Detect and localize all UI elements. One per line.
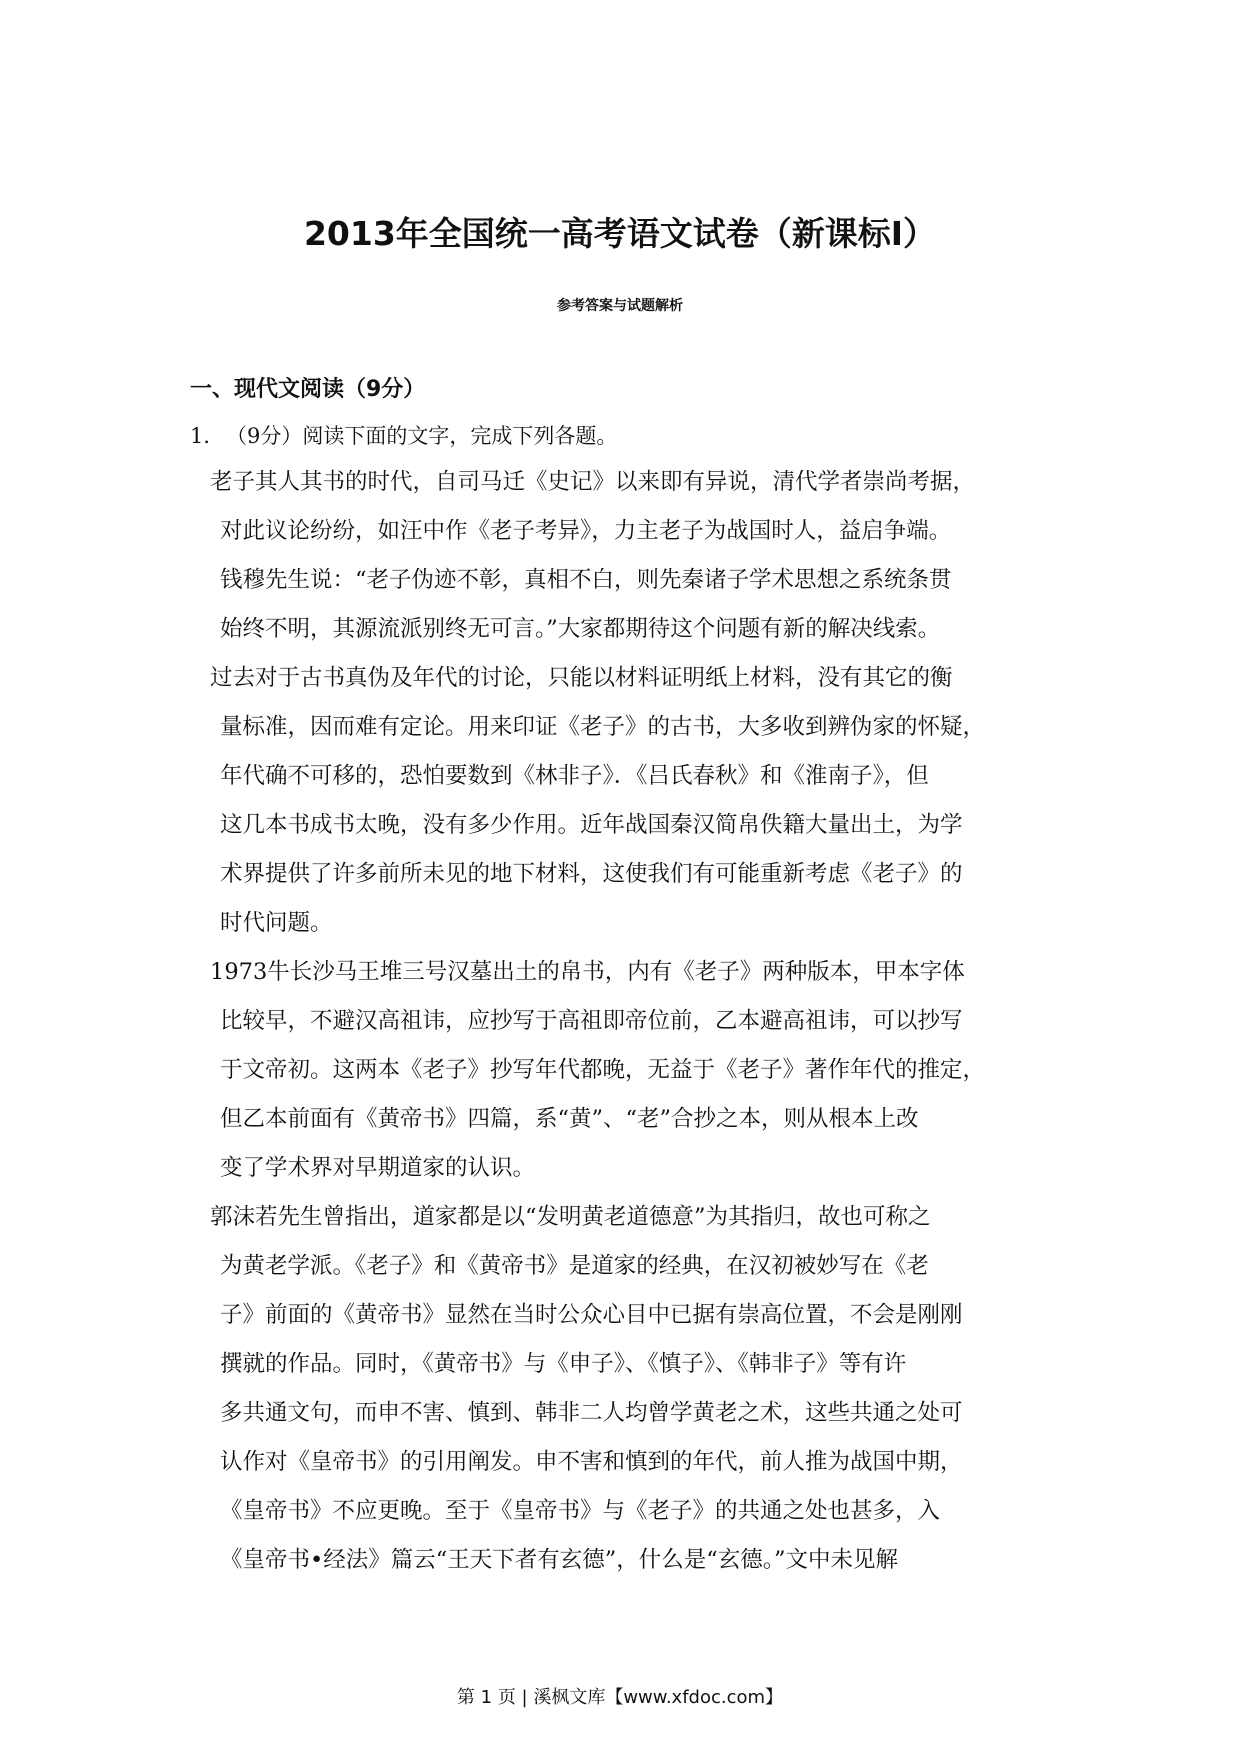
passage-line: 多共通文句，而申不害、慎到、韩非二人均曾学黄老之术，这些共通之处可 xyxy=(220,1400,963,1426)
document-subtitle: 参考答案与试题解析 xyxy=(557,298,683,314)
question-number: 1． xyxy=(190,424,225,448)
passage-line: 认作对《皇帝书》的引用阐发。申不害和慎到的年代，前人推为战国中期， xyxy=(220,1449,963,1475)
passage-line: 变了学术界对早期道家的认识。 xyxy=(220,1155,536,1181)
passage-paragraph xyxy=(210,654,1070,948)
passage-line: 对此议论纷纷，如汪中作《老子考异》，力主老子为战国时人，益启争端。 xyxy=(220,518,952,544)
passage-line: 郭沫若先生曾指出，道家都是以“发明黄老道德意”为其指归，故也可称之 xyxy=(210,1204,931,1230)
passage-line: 于文帝初。这两本《老子》抄写年代都晚，无益于《老子》著作年代的推定， xyxy=(220,1057,986,1083)
passage-line: 始终不明，其源流派别终无可言。”大家都期待这个问题有新的解决线索。 xyxy=(220,616,941,642)
passage-line: 撰就的作品。同时，《黄帝书》与《申子》、《慎子》、《韩非子》等有许 xyxy=(220,1351,907,1377)
passage-line: 1973牛长沙马王堆三号汉墓出土的帛书，内有《老子》两种版本，甲本字体 xyxy=(210,959,965,985)
document-title: 2013年全国统一高考语文试卷（新课标Ⅰ） xyxy=(303,214,937,253)
passage-paragraph xyxy=(210,458,1070,654)
passage-line: 这几本书成书太晚，没有多少作用。近年战国秦汉简帛佚籍大量出土，为学 xyxy=(220,812,963,838)
passage-line: 比较早，不避汉高祖讳，应抄写于高祖即帝位前，乙本避高祖讳，可以抄写 xyxy=(220,1008,963,1034)
reading-passage xyxy=(210,458,1070,1585)
passage-line: 年代确不可移的，恐怕要数到《林非子》．《吕氏春秋》和《淮南子》，但 xyxy=(220,763,929,789)
section-heading: 一、现代文阅读（9分） xyxy=(190,377,426,402)
passage-line: 钱穆先生说：“老子伪迹不彰，真相不白，则先秦诸子学术思想之系统条贯 xyxy=(220,567,952,593)
passage-paragraph xyxy=(210,1193,1070,1585)
passage-line: 老子其人其书的时代，自司马迁《史记》以来即有异说，清代学者崇尚考据， xyxy=(210,469,976,495)
passage-line: 时代问题。 xyxy=(220,910,333,936)
passage-line: 量标准，因而难有定论。用来印证《老子》的古书，大多收到辨伪家的怀疑， xyxy=(220,714,986,740)
passage-line: 为黄老学派。《老子》和《黄帝书》是道家的经典，在汉初被妙写在《老 xyxy=(220,1253,929,1279)
passage-line: 《皇帝书》不应更晚。至于《皇帝书》与《老子》的共通之处也甚多，入 xyxy=(220,1498,941,1524)
passage-line: 子》前面的《黄帝书》显然在当时公众心目中已据有崇高位置，不会是刚刚 xyxy=(220,1302,963,1328)
passage-line: 但乙本前面有《黄帝书》四篇，系“黄”、“老”合抄之本，则从根本上改 xyxy=(220,1106,919,1132)
passage-paragraph xyxy=(210,948,1070,1193)
question-header xyxy=(190,420,617,452)
page-footer: 第 1 页 | 溪枫文库【www.xfdoc.com】 xyxy=(456,1687,784,1708)
question-prompt: （9分）阅读下面的文字，完成下列各题。 xyxy=(226,424,618,448)
passage-line: 《皇帝书•经法》篇云“王天下者有玄德”，什么是“玄德。”文中未见解 xyxy=(220,1547,899,1573)
passage-line: 术界提供了许多前所未见的地下材料，这使我们有可能重新考虑《老子》的 xyxy=(220,861,963,887)
passage-line: 过去对于古书真伪及年代的讨论，只能以材料证明纸上材料，没有其它的衡 xyxy=(210,665,953,691)
